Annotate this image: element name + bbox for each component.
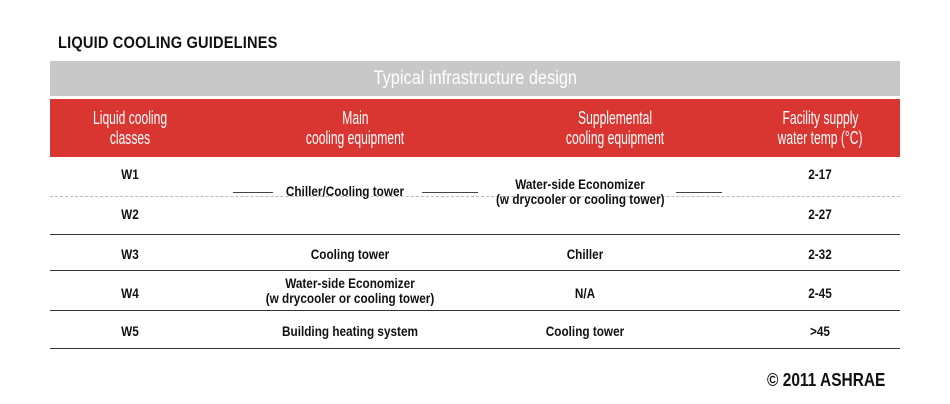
class-w4: W4 bbox=[121, 285, 139, 301]
supplemental-equipment-w5: Cooling tower bbox=[545, 323, 625, 339]
header-liquid-cooling-classes: Liquid cooling classes bbox=[92, 108, 168, 148]
class-w3: W3 bbox=[121, 246, 139, 262]
supplemental-equipment-w3: Chiller bbox=[566, 246, 604, 262]
main-equipment-w3: Cooling tower bbox=[310, 246, 390, 262]
row-divider-w3-w4 bbox=[50, 270, 900, 271]
row-divider-w2-w3 bbox=[50, 234, 900, 235]
temp-w2: 2-27 bbox=[808, 206, 832, 222]
table-bottom-rule bbox=[50, 348, 900, 349]
header-main-cooling-equipment: Main cooling equipment bbox=[305, 108, 405, 148]
connector-right-main bbox=[422, 192, 478, 193]
main-equipment-w1-w2: Chiller/Cooling tower bbox=[285, 183, 405, 199]
temp-w1: 2-17 bbox=[808, 166, 832, 182]
temp-w4: 2-45 bbox=[808, 285, 832, 301]
class-w1: W1 bbox=[121, 166, 139, 182]
table-header-row bbox=[50, 99, 900, 157]
infrastructure-banner bbox=[50, 61, 900, 96]
supplemental-equipment-w4: N/A bbox=[574, 285, 596, 301]
header-facility-supply-water-temp: Facility supply water temp (°C) bbox=[777, 108, 863, 148]
supplemental-equipment-w1-w2: Water-side Economizer (w drycooler or cooling tower) bbox=[496, 176, 665, 207]
document-title: LIQUID COOLING GUIDELINES bbox=[58, 33, 278, 52]
banner-label: Typical infrastructure design bbox=[373, 68, 577, 89]
class-w5: W5 bbox=[121, 323, 139, 339]
header-supplemental-cooling-equipment: Supplemental cooling equipment bbox=[565, 108, 665, 148]
main-equipment-w5: Building heating system bbox=[282, 323, 418, 339]
row-divider-w1-w2 bbox=[50, 196, 900, 197]
row-divider-w4-w5 bbox=[50, 310, 900, 311]
main-equipment-w4: Water-side Economizer (w drycooler or cooling tower) bbox=[265, 275, 435, 306]
temp-w5: >45 bbox=[810, 323, 830, 339]
connector-left-main bbox=[233, 192, 273, 193]
copyright-notice: © 2011 ASHRAE bbox=[767, 370, 886, 390]
temp-w3: 2-32 bbox=[808, 246, 832, 262]
connector-right-supp bbox=[676, 192, 722, 193]
class-w2: W2 bbox=[121, 206, 139, 222]
